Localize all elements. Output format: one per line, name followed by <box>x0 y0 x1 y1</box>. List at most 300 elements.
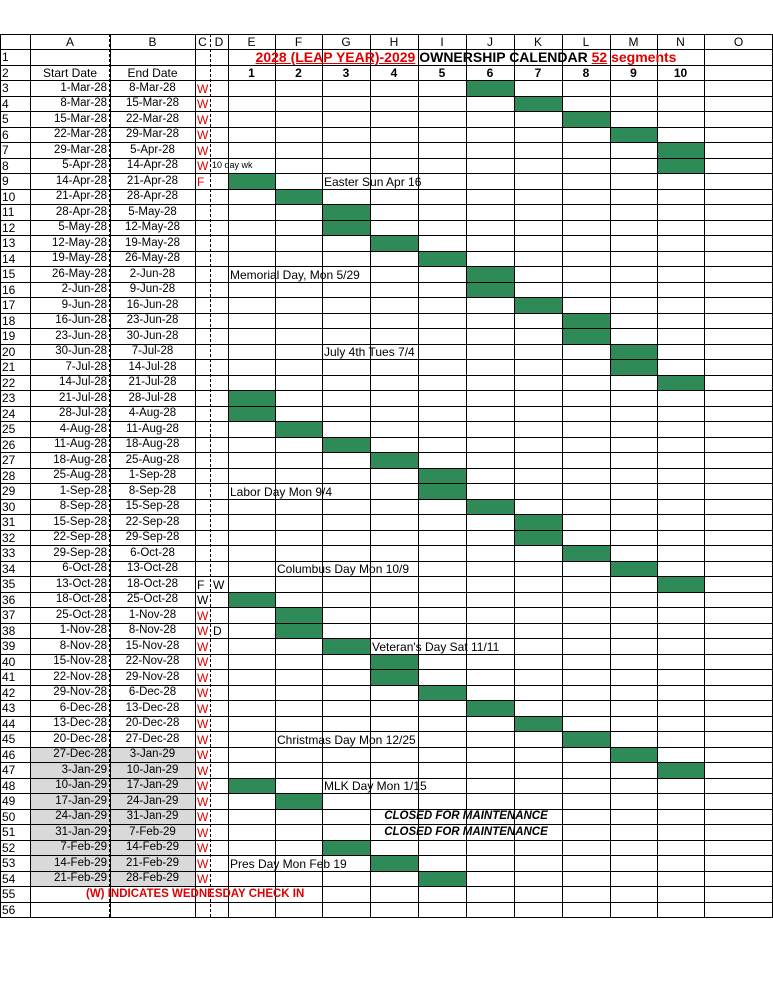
start-date: 25-Oct-28 <box>55 608 107 621</box>
start-date: 17-Jan-29 <box>55 794 107 807</box>
row-number: 56 <box>2 902 16 917</box>
grid-hline <box>0 220 773 221</box>
end-date: 7-Feb-29 <box>129 825 176 838</box>
row-number: 37 <box>2 608 16 622</box>
ownership-segment <box>275 189 323 206</box>
wednesday-checkin-footnote: (W) INDICATES WEDNESDAY CHECK IN <box>86 887 305 900</box>
start-date: 4-Aug-28 <box>59 422 107 435</box>
unit-header-2: 2 <box>295 65 302 80</box>
row-number: 20 <box>2 344 16 359</box>
grid-hline <box>0 886 773 887</box>
row-number: 6 <box>2 127 9 142</box>
grid-hline <box>0 96 773 97</box>
check-in-day: W <box>197 624 209 638</box>
grid-hline <box>0 716 773 717</box>
segment-note: 10 day wk <box>212 160 253 170</box>
start-date: 1-Nov-28 <box>59 624 107 636</box>
row-number: 55 <box>2 887 16 901</box>
start-date: 21-Jul-28 <box>59 391 107 404</box>
end-date: 24-Jan-29 <box>126 794 179 807</box>
grid-hline <box>0 499 773 500</box>
row-number: 21 <box>2 360 16 374</box>
start-date: 22-Nov-28 <box>53 670 107 683</box>
end-date: 25-Aug-28 <box>125 453 180 466</box>
start-date: 12-May-28 <box>52 236 107 249</box>
end-date: 29-Sep-28 <box>125 531 180 543</box>
ownership-segment <box>514 514 563 531</box>
check-in-day: W <box>197 748 209 762</box>
ownership-segment <box>228 390 276 407</box>
ownership-segment <box>610 344 658 361</box>
title-part3: 52 <box>591 49 608 65</box>
grid-hline <box>0 158 773 159</box>
title-part4: segments <box>611 49 677 65</box>
grid-hline <box>0 623 773 624</box>
check-in-day: W <box>197 810 209 824</box>
check-in-day: F <box>197 174 205 189</box>
ownership-segment <box>466 499 515 516</box>
ownership-segment <box>418 468 467 485</box>
ownership-segment <box>370 235 419 252</box>
end-date: 27-Dec-28 <box>125 732 180 745</box>
grid-hline <box>0 406 773 407</box>
end-date: 26-May-28 <box>125 252 180 264</box>
grid-hline <box>0 173 773 174</box>
end-date: 1-Sep-28 <box>128 469 177 481</box>
holiday-label: Veteran's Day Sat 11/11 <box>372 639 500 654</box>
start-date: 7-Jul-28 <box>65 360 107 373</box>
start-date: 8-Mar-28 <box>60 97 107 109</box>
check-in-day: W <box>197 763 209 778</box>
start-date: 9-Jun-28 <box>61 298 107 311</box>
start-date: 6-Dec-28 <box>59 701 107 714</box>
check-in-day: W <box>197 670 209 685</box>
holiday-label: Easter Sun Apr 16 <box>324 174 422 189</box>
start-date: 14-Feb-29 <box>53 856 107 869</box>
start-date: 27-Dec-28 <box>53 748 107 760</box>
column-header-m: M <box>628 35 639 49</box>
check-in-day: W <box>197 841 209 855</box>
row-number: 49 <box>2 794 16 808</box>
grid-hline <box>0 282 773 283</box>
end-date: 3-Jan-29 <box>129 748 176 760</box>
grid-hline <box>0 142 773 143</box>
start-date: 16-Jun-28 <box>55 314 107 326</box>
row-number: 34 <box>2 561 16 576</box>
end-date: 30-Jun-28 <box>126 329 179 342</box>
check-in-day: W <box>197 593 209 607</box>
start-date: 3-Jan-29 <box>61 763 107 776</box>
end-date: 28-Feb-29 <box>125 872 180 884</box>
closed-for-maintenance: CLOSED FOR MAINTENANCE <box>384 825 548 838</box>
start-date: 18-Aug-28 <box>53 453 107 466</box>
start-date: 11-Aug-28 <box>54 438 107 450</box>
start-date: 18-Oct-28 <box>55 593 107 605</box>
end-date: 17-Jan-29 <box>126 779 179 791</box>
ownership-segment <box>610 127 658 144</box>
end-date: 19-May-28 <box>125 236 180 249</box>
row-number: 11 <box>2 205 15 219</box>
ownership-segment <box>228 406 276 423</box>
grid-hline <box>0 762 773 763</box>
grid-hline <box>0 127 773 128</box>
row-number: 44 <box>2 716 16 731</box>
grid-hline <box>0 530 773 531</box>
unit-header-7: 7 <box>534 65 542 80</box>
grid-hline <box>0 111 773 112</box>
start-date: 28-Apr-28 <box>55 205 107 218</box>
check-in-day: W <box>197 97 209 111</box>
row-number: 26 <box>2 437 16 452</box>
start-date: 5-May-28 <box>58 221 107 233</box>
grid-hline <box>0 638 773 639</box>
ownership-segment <box>275 793 323 810</box>
row-number: 31 <box>2 515 16 529</box>
ownership-segment <box>370 654 419 671</box>
start-date: 28-Jul-28 <box>59 407 107 419</box>
column-header-h: H <box>389 35 399 49</box>
end-date: 21-Feb-29 <box>125 856 180 869</box>
ownership-segment <box>562 328 611 345</box>
end-date: 15-Sep-28 <box>125 500 180 512</box>
grid-hline <box>0 297 773 298</box>
row-number: 40 <box>2 654 16 669</box>
ownership-segment <box>275 421 323 438</box>
start-date: 24-Jan-29 <box>55 810 107 822</box>
end-date: 25-Oct-28 <box>126 593 179 605</box>
end-date: 21-Jul-28 <box>128 376 177 388</box>
grid-hline <box>0 545 773 546</box>
start-date: 19-May-28 <box>52 252 107 264</box>
grid-hline <box>0 328 773 329</box>
grid-hline <box>0 576 773 577</box>
grid-hline <box>0 592 773 593</box>
end-date: 8-Sep-28 <box>128 484 177 497</box>
check-in-day: W <box>197 608 209 623</box>
check-in-day: W <box>197 794 209 809</box>
grid-vline <box>110 34 111 917</box>
ownership-segment <box>418 871 467 888</box>
grid-hline <box>0 452 773 453</box>
end-date: 8-Mar-28 <box>129 81 176 94</box>
end-date: 6-Dec-28 <box>128 686 177 698</box>
row-number: 13 <box>2 236 16 250</box>
grid-hline <box>0 902 773 903</box>
column-header-o: O <box>733 35 744 49</box>
check-in-note: D <box>213 624 222 638</box>
start-date: 15-Mar-28 <box>53 112 107 125</box>
check-in-day: W <box>197 639 209 654</box>
start-date: 13-Dec-28 <box>53 717 107 729</box>
row-number: 32 <box>2 530 16 545</box>
check-in-day: W <box>197 825 209 840</box>
row-number: 12 <box>2 220 16 235</box>
grid-hline <box>0 313 773 314</box>
ownership-segment <box>370 452 419 469</box>
start-date: 6-Oct-28 <box>62 562 107 574</box>
holiday-label: Pres Day Mon Feb 19 <box>230 856 347 871</box>
grid-vline <box>657 34 658 917</box>
row-number: 28 <box>2 468 16 483</box>
start-date: 5-Apr-28 <box>62 159 107 171</box>
start-date: 14-Apr-28 <box>55 174 107 187</box>
grid-hline <box>0 80 773 81</box>
start-date: 10-Jan-29 <box>55 779 107 791</box>
grid-vline <box>0 34 1 917</box>
end-date: 2-Jun-28 <box>129 267 176 280</box>
column-header-k: K <box>533 35 542 49</box>
end-date: 6-Oct-28 <box>130 546 175 559</box>
row-number: 7 <box>2 143 9 157</box>
start-date: 2-Jun-28 <box>61 283 107 295</box>
row-number: 29 <box>2 484 16 498</box>
column-header-e: E <box>247 35 256 49</box>
ownership-segment <box>657 158 705 175</box>
ownership-segment <box>610 561 658 578</box>
check-in-day: W <box>197 159 209 173</box>
ownership-segment <box>562 111 611 128</box>
grid-vline <box>195 34 196 917</box>
ownership-segment <box>418 685 467 702</box>
end-date: 16-Jun-28 <box>126 298 179 311</box>
start-date: 15-Sep-28 <box>53 515 107 528</box>
unit-header-9: 9 <box>630 65 637 80</box>
column-header-j: J <box>487 35 493 49</box>
grid-hline <box>0 871 773 872</box>
row-number: 41 <box>2 670 16 684</box>
ownership-segment <box>657 142 705 159</box>
check-in-day: W <box>197 143 209 158</box>
start-date: 13-Oct-28 <box>55 577 107 590</box>
unit-header-10: 10 <box>673 65 688 80</box>
grid-hline <box>0 437 773 438</box>
end-date: 29-Nov-28 <box>125 670 180 683</box>
grid-vline <box>322 34 323 917</box>
check-in-day: W <box>197 81 209 96</box>
start-date: 30-Jun-28 <box>55 345 107 357</box>
ownership-segment <box>657 762 705 779</box>
ownership-segment <box>370 669 419 686</box>
row-number: 10 <box>2 189 16 204</box>
ownership-segment <box>322 220 371 237</box>
grid-hline <box>0 251 773 252</box>
end-date: 22-Nov-28 <box>125 655 180 667</box>
check-in-day: W <box>197 717 209 731</box>
start-date: 29-Mar-28 <box>53 143 107 156</box>
end-date: 5-May-28 <box>128 205 177 218</box>
holiday-label: Memorial Day, Mon 5/29 <box>230 267 360 282</box>
end-date: 15-Mar-28 <box>125 97 180 109</box>
end-date: 21-Apr-28 <box>126 174 179 187</box>
start-date: 7-Feb-29 <box>60 841 107 853</box>
end-date: 31-Jan-29 <box>126 810 179 822</box>
column-header-i: I <box>440 35 444 49</box>
ownership-segment <box>562 731 611 748</box>
ownership-segment <box>228 592 276 609</box>
unit-header-4: 4 <box>390 65 398 80</box>
end-date: 12-May-28 <box>125 221 180 233</box>
end-date: 14-Apr-28 <box>126 159 179 171</box>
start-date: 31-Jan-29 <box>55 825 107 838</box>
ownership-segment <box>610 359 658 376</box>
start-date: 15-Nov-28 <box>53 655 107 667</box>
grid-hline <box>0 468 773 469</box>
row-number: 35 <box>2 577 16 591</box>
row-number: 45 <box>2 732 16 746</box>
ownership-segment <box>322 840 371 857</box>
unit-header-1: 1 <box>248 65 255 80</box>
unit-header-8: 8 <box>582 65 590 80</box>
grid-hline <box>0 824 773 825</box>
check-in-day: F <box>197 577 205 592</box>
holiday-label: Labor Day Mon 9/4 <box>230 484 333 499</box>
row-number: 1 <box>2 50 9 64</box>
grid-hline <box>0 700 773 701</box>
grid-hline <box>0 375 773 376</box>
start-date: 20-Dec-28 <box>53 732 107 745</box>
ownership-segment <box>228 778 276 795</box>
end-date: 23-Jun-28 <box>126 314 179 326</box>
row-number: 46 <box>2 747 16 762</box>
grid-hline <box>0 855 773 856</box>
closed-for-maintenance: CLOSED FOR MAINTENANCE <box>384 810 548 822</box>
holiday-label: Christmas Day Mon 12/25 <box>277 732 416 747</box>
unit-header-3: 3 <box>342 65 350 80</box>
grid-hline <box>0 654 773 655</box>
grid-vline <box>704 34 705 917</box>
grid-hline <box>0 514 773 515</box>
ownership-segment <box>514 716 563 733</box>
column-header-c: C <box>198 35 207 49</box>
end-date: 8-Nov-28 <box>128 624 177 636</box>
row-number: 48 <box>2 778 16 793</box>
start-date: 1-Sep-28 <box>59 484 107 497</box>
row-number: 50 <box>2 809 16 824</box>
row-number: 16 <box>2 282 16 297</box>
row-number: 52 <box>2 840 16 855</box>
row-number: 27 <box>2 453 16 467</box>
grid-hline <box>0 685 773 686</box>
grid-hline <box>0 204 773 205</box>
end-date: 4-Aug-28 <box>128 407 177 419</box>
end-date: 20-Dec-28 <box>125 717 180 729</box>
ownership-segment <box>514 96 563 113</box>
unit-header-5: 5 <box>438 65 446 80</box>
check-in-day: W <box>197 701 209 716</box>
title-part2: OWNERSHIP CALENDAR <box>419 49 588 65</box>
row-number: 25 <box>2 422 16 436</box>
row-number: 38 <box>2 623 16 638</box>
end-date: 14-Jul-28 <box>128 360 177 373</box>
check-in-day: W <box>197 856 209 871</box>
start-date: 23-Jun-28 <box>55 329 107 342</box>
grid-hline <box>0 840 773 841</box>
row-number: 15 <box>2 267 16 281</box>
check-in-day: W <box>197 779 209 793</box>
row-number: 43 <box>2 701 16 715</box>
end-date: 1-Nov-28 <box>128 608 177 621</box>
column-header-l: L <box>582 35 590 49</box>
grid-hline <box>0 917 773 918</box>
calendar-title <box>228 50 704 64</box>
end-date: 10-Jan-29 <box>126 763 179 776</box>
end-date: 28-Jul-28 <box>128 391 177 404</box>
start-date: 22-Mar-28 <box>53 128 107 140</box>
grid-vline <box>275 34 276 917</box>
ownership-segment <box>514 530 563 547</box>
grid-hline <box>0 390 773 391</box>
grid-hline <box>0 669 773 670</box>
ownership-segment <box>657 375 705 392</box>
row-number: 39 <box>2 639 16 653</box>
row-number: 8 <box>2 158 9 173</box>
ownership-segment <box>322 638 371 655</box>
end-date: 14-Feb-29 <box>125 841 180 853</box>
start-date: 8-Sep-28 <box>59 500 107 512</box>
end-date: 13-Dec-28 <box>125 701 180 714</box>
check-in-day: W <box>197 732 209 747</box>
row-number: 47 <box>2 763 16 777</box>
check-in-day: W <box>197 872 209 886</box>
column-header-d: D <box>214 35 224 49</box>
ownership-segment <box>562 313 611 330</box>
holiday-label: MLK Day Mon 1/15 <box>324 779 427 793</box>
end-date: 15-Nov-28 <box>125 639 180 652</box>
unit-header-6: 6 <box>486 65 494 80</box>
grid-hline <box>0 607 773 608</box>
ownership-segment <box>275 623 323 640</box>
start-date: 29-Nov-28 <box>53 686 107 698</box>
row-number: 53 <box>2 856 16 870</box>
end-date: 22-Mar-28 <box>125 112 180 125</box>
row-number: 19 <box>2 329 16 343</box>
grid-hline <box>0 731 773 732</box>
check-in-day: W <box>197 112 209 127</box>
grid-hline <box>0 421 773 422</box>
column-header-b: B <box>148 35 157 49</box>
ownership-segment <box>657 576 705 593</box>
ownership-segment <box>418 251 467 268</box>
start-date: 8-Nov-28 <box>59 639 107 652</box>
ownership-segment <box>610 747 658 764</box>
check-in-day: W <box>197 128 209 142</box>
row-number: 30 <box>2 499 16 514</box>
check-in-day: W <box>197 686 209 700</box>
start-date: 29-Sep-28 <box>53 546 107 559</box>
row-number: 36 <box>2 592 16 607</box>
start-date: 22-Sep-28 <box>53 531 107 543</box>
end-date: 18-Oct-28 <box>126 577 179 590</box>
start-date: 14-Jul-28 <box>59 376 107 388</box>
end-date: 29-Mar-28 <box>125 128 180 140</box>
ownership-segment <box>228 173 276 190</box>
end-date: 11-Aug-28 <box>126 422 179 435</box>
holiday-label: Columbus Day Mon 10/9 <box>277 562 410 576</box>
start-date-header: Start Date <box>42 65 98 80</box>
row-number: 51 <box>2 825 16 839</box>
column-header-g: G <box>341 35 351 49</box>
row-number: 23 <box>2 391 16 405</box>
ownership-segment <box>514 297 563 314</box>
row-number: 14 <box>2 251 16 266</box>
title-part1: 2028 (LEAP YEAR)-2029 <box>255 49 416 65</box>
row-number: 54 <box>2 871 16 886</box>
row-number: 22 <box>2 375 16 390</box>
start-date: 21-Feb-29 <box>53 872 107 884</box>
row-number: 42 <box>2 685 16 700</box>
row-number: 9 <box>2 174 9 188</box>
grid-hline <box>0 747 773 748</box>
